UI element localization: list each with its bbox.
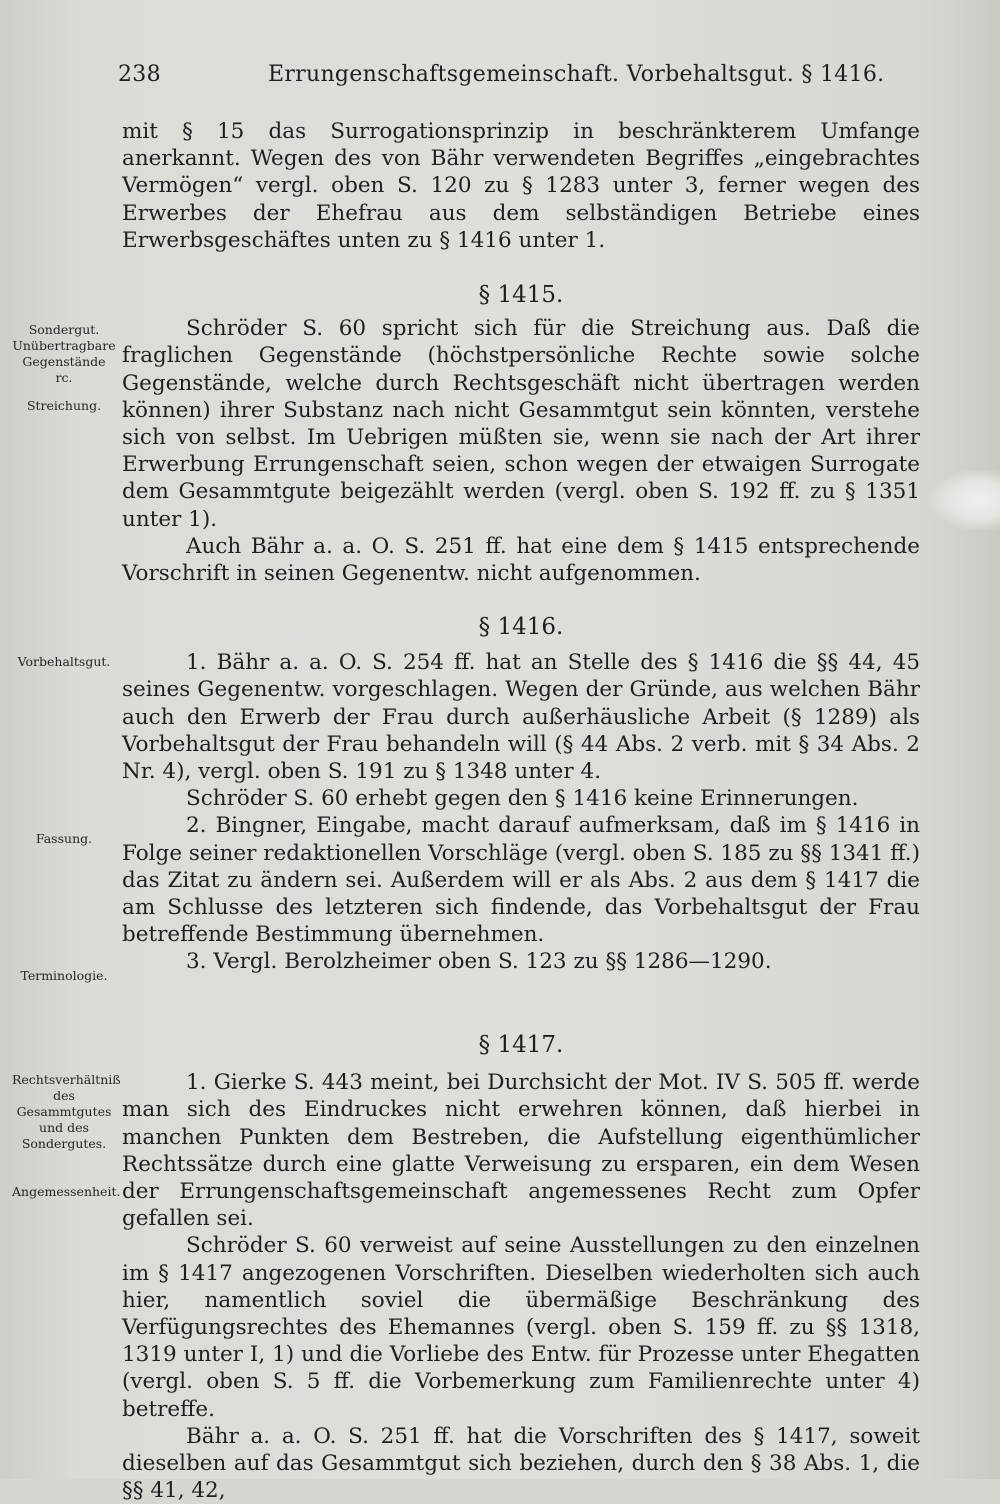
section-heading-1416: § 1416. [478, 614, 564, 640]
paragraph-1416-4: 3. Vergl. Berolzheimer oben S. 123 zu §§ 1286—1290. [186, 949, 772, 975]
paragraph-1415-1: Schröder S. 60 spricht sich für die Streichung aus. Daß die fraglichen Gegenstände (höchstpersönliche Rechte sowie solche Gegenstände, welche durch Rechtsgeschäft nicht übertragen werden können) ihrer Substanz nach nicht Gesammtgut sein könnten, verstehe sich von selbst. Im Uebrigen müßten sie, wenn sie nach der Art ihrer Erwerbung Errungenschaft seien, schon wegen der etwaigen Surrogate dem Gesammtgute beigezählt werden (vergl. oben S. 192 ff. zu § 1351 unter 1). [122, 316, 920, 532]
margin-note-angemessenheit: Angemessenheit. [12, 1184, 121, 1199]
margin-note-terminologie: Terminologie. [20, 968, 108, 983]
section-heading-1417: § 1417. [478, 1032, 564, 1058]
margin-note-streichung: Streichung. [26, 398, 102, 413]
paragraph-1416-2: Schröder S. 60 erhebt gegen den § 1416 keine Erinnerungen. [186, 786, 859, 812]
margin-note-sondergut: Sondergut. Unübertragbare Gegenstände rc. [12, 322, 116, 385]
margin-note-fassung: Fassung. [35, 831, 93, 846]
paragraph-1417-1: 1. Gierke S. 443 meint, bei Durchsicht der Mot. IV S. 505 ff. werde man sich des Eindruckes nicht erwehren können, daß hierbei in manchen Punkten dem Bestreben, die Aufstellung eigenthümlicher Rechtssätze durch eine glatte Verweisung zu ersparen, ein dem Wesen der Errungenschaftsgemeinschaft angemessenes Recht zum Opfer gefallen sei. [122, 1070, 920, 1232]
margin-note-rechtsverhaeltnis: Rechtsverhältniß des Gesammtgutes und des Sondergutes. [12, 1072, 121, 1151]
section-1417 [122, 1032, 920, 1504]
paragraph-1415-2: Auch Bähr a. a. O. S. 251 ff. hat eine dem § 1415 entsprechende Vorschrift in seinen Gegenentw. nicht aufgenommen. [122, 533, 920, 587]
paragraph-1417-3: Bähr a. a. O. S. 251 ff. hat die Vorschriften des § 1417, soweit dieselben auf das Gesammtgut sich beziehen, durch den § 38 Abs. 1, die §§ 41, 42, [122, 1423, 920, 1504]
paragraph-1417-2: Schröder S. 60 verweist auf seine Ausstellungen zu den einzelnen im § 1417 angezogenen Vorschriften. Dieselben wiederholten sich auch hier, namentlich soviel die übermäßige Beschränkung des Verfügungsrechtes des Ehemannes (vergl. oben S. 159 ff. zu §§ 1318, 1319 unter I, 1) und die Vorliebe des Entw. für Prozesse unter Ehegatten (vergl. oben S. 5 ff. die Vorbemerkung zum Familienrechte unter 4) betreffe. [122, 1233, 920, 1422]
page-number: 238 [118, 62, 161, 87]
continuation-paragraph: mit § 15 das Surrogationsprinzip in beschränkterem Umfange anerkannt. Wegen des von Bähr verwendeten Begriffes „eingebrachtes Vermögen“ vergl. oben S. 120 zu § 1283 unter 3, ferner wegen des Erwerbes der Ehefrau aus dem selbständigen Betriebe eines Erwerbsgeschäftes unten zu § 1416 unter 1. [122, 119, 920, 253]
paragraph-1416-3: 2. Bingner, Eingabe, macht darauf aufmerksam, daß im § 1416 in Folge seiner redaktionellen Vorschläge (vergl. oben S. 185 zu §§ 1341 ff.) das Zitat zu ändern sei. Außerdem will er als Abs. 2 aus dem § 1417 die am Schlusse des letzteren sich findende, das Vorbehaltsgut der Frau betreffende Bestimmung übernehmen. [122, 813, 920, 948]
paper-smudge [930, 470, 1000, 530]
section-heading-1415: § 1415. [478, 282, 564, 308]
continuation-block [122, 118, 920, 254]
running-title: Errungenschaftsgemeinschaft. Vorbehaltsgut. § 1416. [268, 62, 885, 87]
section-1416 [122, 614, 920, 976]
section-1415 [122, 282, 920, 587]
margin-note-vorbehaltsgut: Vorbehaltsgut. [17, 654, 111, 669]
page-header [118, 62, 918, 92]
paragraph-1416-1: 1. Bähr a. a. O. S. 254 ff. hat an Stelle des § 1416 die §§ 44, 45 seines Gegenentw. vorgeschlagen. Wegen der Gründe, aus welchen Bähr auch den Erwerb der Frau durch außerhäusliche Arbeit (§ 1289) als Vorbehaltsgut der Frau behandeln will (§ 44 Abs. 2 verb. mit § 34 Abs. 2 Nr. 4), vergl. oben S. 191 zu § 1348 unter 4. [122, 650, 920, 785]
